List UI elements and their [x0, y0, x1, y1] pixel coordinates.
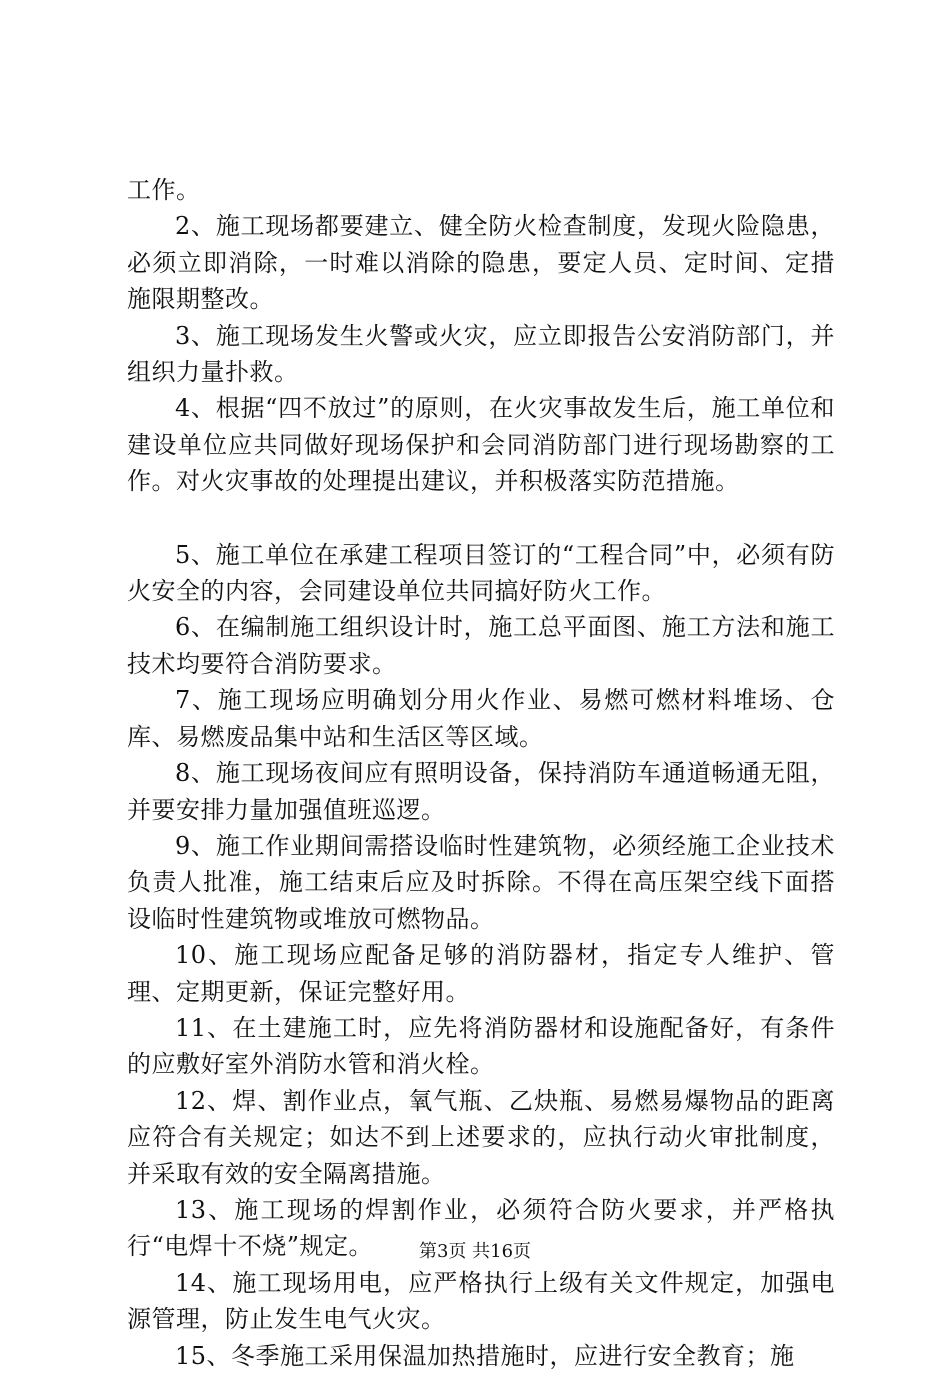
paragraph-item-2: 2、施工现场都要建立、健全防火检查制度，发现火险隐患，必须立即消除，一时难以消除的隐患，要定人员、定时间、定措施限期整改。 — [127, 212, 835, 314]
paragraph-item-9: 9、施工作业期间需搭设临时性建筑物，必须经施工企业技术负责人批准，施工结束后应及时拆除。不得在高压架空线下面搭设临时性建筑物或堆放可燃物品。 — [127, 831, 835, 933]
paragraph-item-12: 12、焊、割作业点，氧气瓶、乙炔瓶、易燃易爆物品的距离应符合有关规定；如达不到上述要求的，应执行动火审批制度，并采取有效的安全隔离措施。 — [127, 1086, 835, 1188]
paragraph-continuation: 工作。 — [127, 176, 201, 204]
document-body — [127, 172, 835, 1374]
paragraph-item-14: 14、施工现场用电，应严格执行上级有关文件规定，加强电源管理，防止发生电气火灾。 — [127, 1268, 835, 1334]
paragraph-item-5: 5、施工单位在承建工程项目签订的“工程合同”中，必须有防火安全的内容，会同建设单位共同搞好防火工作。 — [127, 540, 835, 606]
paragraph-item-7: 7、施工现场应明确划分用火作业、易燃可燃材料堆场、仓库、易燃废品集中站和生活区等区域。 — [127, 686, 835, 751]
paragraph-item-10: 10、施工现场应配备足够的消防器材，指定专人维护、管理、定期更新，保证完整好用。 — [127, 941, 835, 1006]
paragraph-item-4: 4、根据“四不放过”的原则，在火灾事故发生后，施工单位和建设单位应共同做好现场保护和会同消防部门进行现场勘察的工作。对火灾事故的处理提出建议，并积极落实防范措施。 — [127, 394, 835, 496]
paragraph-item-13: 13、施工现场的焊割作业，必须符合防火要求，并严格执行“电焊十不烧”规定。 — [127, 1195, 835, 1261]
paragraph-item-15: 15、冬季施工采用保温加热措施时，应进行安全教育；施 — [175, 1341, 795, 1370]
paragraph-item-3: 3、施工现场发生火警或火灾，应立即报告公安消防部门，并组织力量扑救。 — [127, 321, 835, 387]
page-footer — [0, 1240, 950, 1264]
paragraph-spacer — [127, 500, 835, 537]
paragraph-item-11: 11、在土建施工时，应先将消防器材和设施配备好，有条件的应敷好室外消防水管和消火栓。 — [127, 1013, 835, 1079]
paragraph-item-8: 8、施工现场夜间应有照明设备，保持消防车通道畅通无阻，并要安排力量加强值班巡逻。 — [127, 759, 835, 824]
paragraph-item-6: 6、在编制施工组织设计时，施工总平面图、施工方法和施工技术均要符合消防要求。 — [127, 613, 835, 678]
page-number-label: 第3页 共16页 — [418, 1241, 532, 1262]
